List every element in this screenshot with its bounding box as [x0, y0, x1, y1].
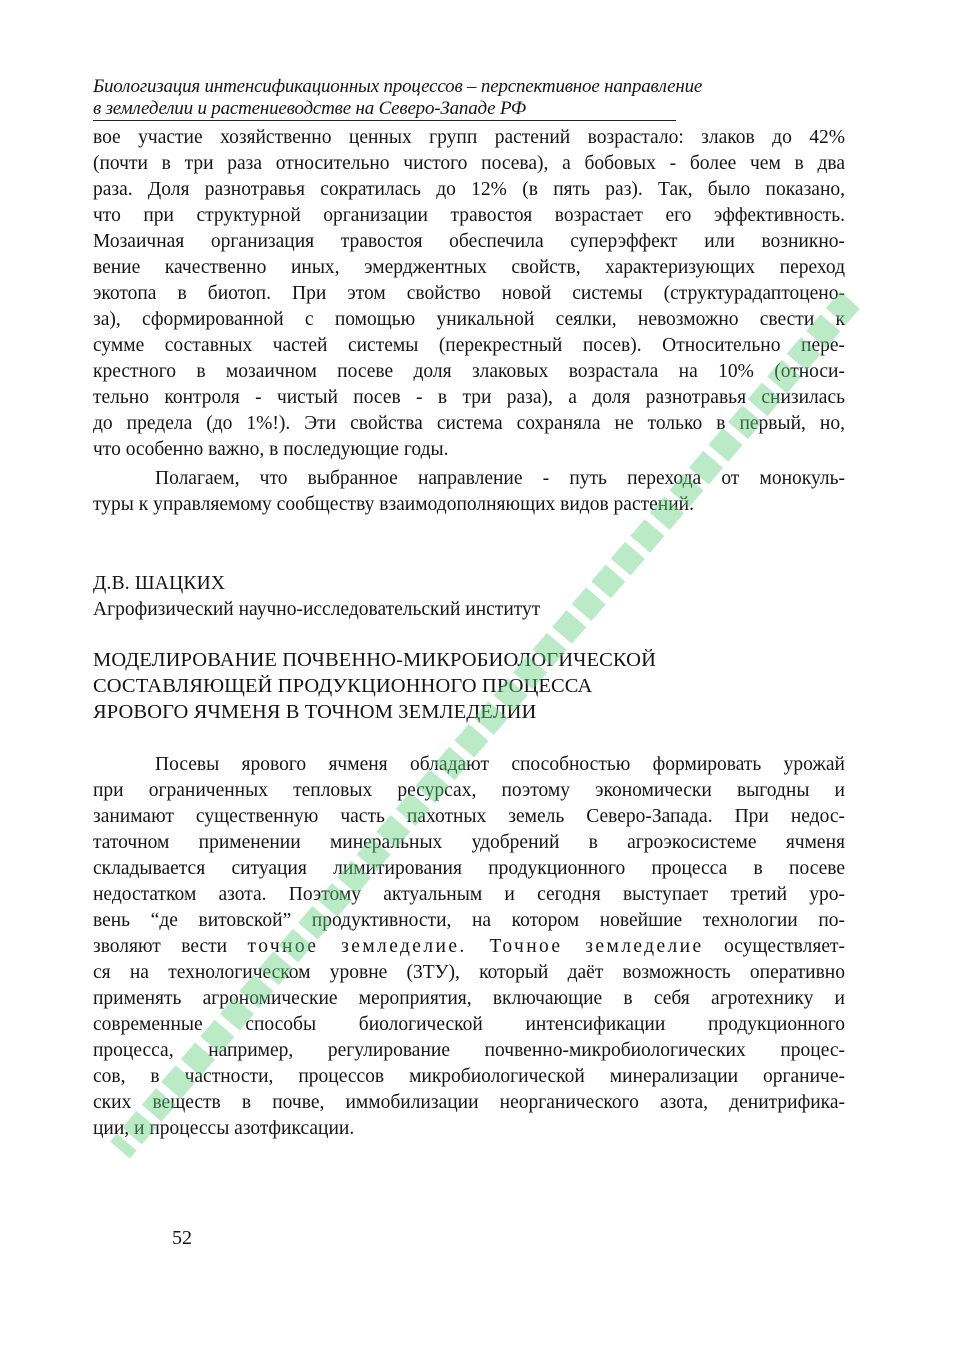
- paragraph-line: современные способы биологической интенсификации продукционного: [93, 1014, 845, 1035]
- article-title-line: ЯРОВОГО ЯЧМЕНЯ В ТОЧНОМ ЗЕМЛЕДЕЛИИ: [93, 701, 537, 723]
- continuation-paragraph: [93, 125, 845, 463]
- paragraph-line: экотопа в биотоп. При этом свойство новой системы (структурадаптоцено-: [93, 283, 845, 304]
- running-header-line-2: в земледелии и растениеводстве на Северо-Западе РФ: [93, 98, 676, 121]
- paragraph-line: ции, и процессы азотфиксации.: [93, 1118, 355, 1139]
- page-number: 52: [172, 1227, 192, 1249]
- author-affiliation: Агрофизический научно-исследовательский институт: [93, 599, 541, 620]
- article-title-line: СОСТАВЛЯЮЩЕЙ ПРОДУКЦИОННОГО ПРОЦЕССА: [93, 675, 593, 697]
- emphasized-term: точное земледелие. Точное земледелие: [247, 936, 704, 957]
- paragraph-line: туры к управляемому сообществу взаимодополняющих видов растений.: [93, 494, 694, 515]
- paragraph-line: (почти в три раза относительно чистого посева), а бобовых - более чем в два: [93, 153, 845, 174]
- paragraph-line: Полагаем, что выбранное направление - путь перехода от монокуль-: [155, 468, 845, 489]
- paragraph-line: крестного в мозаичном посеве доля злаковых возрастала на 10% (относи-: [93, 361, 845, 382]
- paragraph-line: до предела (до 1%!). Эти свойства система сохраняла не только в первый, но,: [93, 413, 845, 434]
- paragraph-line: ских веществ в почве, иммобилизации неорганического азота, денитрифика-: [93, 1092, 845, 1113]
- paragraph-line: раза. Доля разнотравья сократилась до 12% (в пять раз). Так, было показано,: [93, 179, 845, 200]
- paragraph-line: что особенно важно, в последующие годы.: [93, 439, 449, 460]
- paragraph-line: процесса, например, регулирование почвенно-микробиологических процес-: [93, 1040, 845, 1061]
- line-segment: осуществляет-: [723, 936, 846, 957]
- paragraph-line: что при структурной организации травостоя возрастает его эффективность.: [93, 205, 845, 226]
- paragraph-line: применять агрономические мероприятия, включающие в себя агротехнику и: [93, 988, 845, 1009]
- author-name: Д.В. ШАЦКИХ: [93, 573, 226, 594]
- article-title-line: МОДЕЛИРОВАНИЕ ПОЧВЕННО-МИКРОБИОЛОГИЧЕСКОЙ: [93, 649, 656, 671]
- paragraph-line: таточном применении минеральных удобрений в агроэкосистеме ячменя: [93, 832, 845, 853]
- body-paragraph: [93, 752, 845, 1142]
- paragraph-line: Посевы ярового ячменя обладают способностью формировать урожай: [155, 754, 845, 775]
- paragraph-line: сумме составных частей системы (перекрестный посев). Относительно пере-: [93, 335, 845, 356]
- paragraph-line: тельно контроля - чистый посев - в три раза), а доля разнотравья снизилась: [93, 387, 845, 408]
- running-header: [93, 76, 853, 121]
- paragraph-line: ся на технологическом уровне (3ТУ), который даёт возможность оперативно: [93, 962, 845, 983]
- paragraph-line: сов, в частности, процессов микробиологической минерализации органиче-: [93, 1066, 845, 1087]
- paragraph-line: складывается ситуация лимитирования продукционного процесса в посеве: [93, 858, 845, 879]
- paragraph-line: недостатком азота. Поэтому актуальным и сегодня выступает третий уро-: [93, 884, 845, 905]
- paragraph-line: при ограниченных тепловых ресурсах, поэтому экономически выгодны и: [93, 780, 845, 801]
- paragraph-line: вение качественно иных, эмерджентных свойств, характеризующих переход: [93, 257, 845, 278]
- article-title: [93, 647, 793, 725]
- paragraph-line: вое участие хозяйственно ценных групп растений возрастало: злаков до 42%: [93, 127, 845, 148]
- running-header-line-1: Биологизация интенсификационных процессов – перспективное направление: [93, 76, 703, 97]
- paragraph-line: Мозаичная организация травостоя обеспечила суперэффект или возникно-: [93, 231, 845, 252]
- paragraph-line: [93, 934, 845, 960]
- conclusion-paragraph: [93, 466, 845, 518]
- line-segment: зволяют вести: [93, 936, 228, 957]
- paragraph-line: занимают существенную часть пахотных земель Северо-Запада. При недос-: [93, 806, 845, 827]
- paragraph-line: за), сформированной с помощью уникальной сеялки, невозможно свести к: [93, 309, 845, 330]
- paragraph-line: вень “де витовской” продуктивности, на котором новейшие технологии по-: [93, 910, 845, 931]
